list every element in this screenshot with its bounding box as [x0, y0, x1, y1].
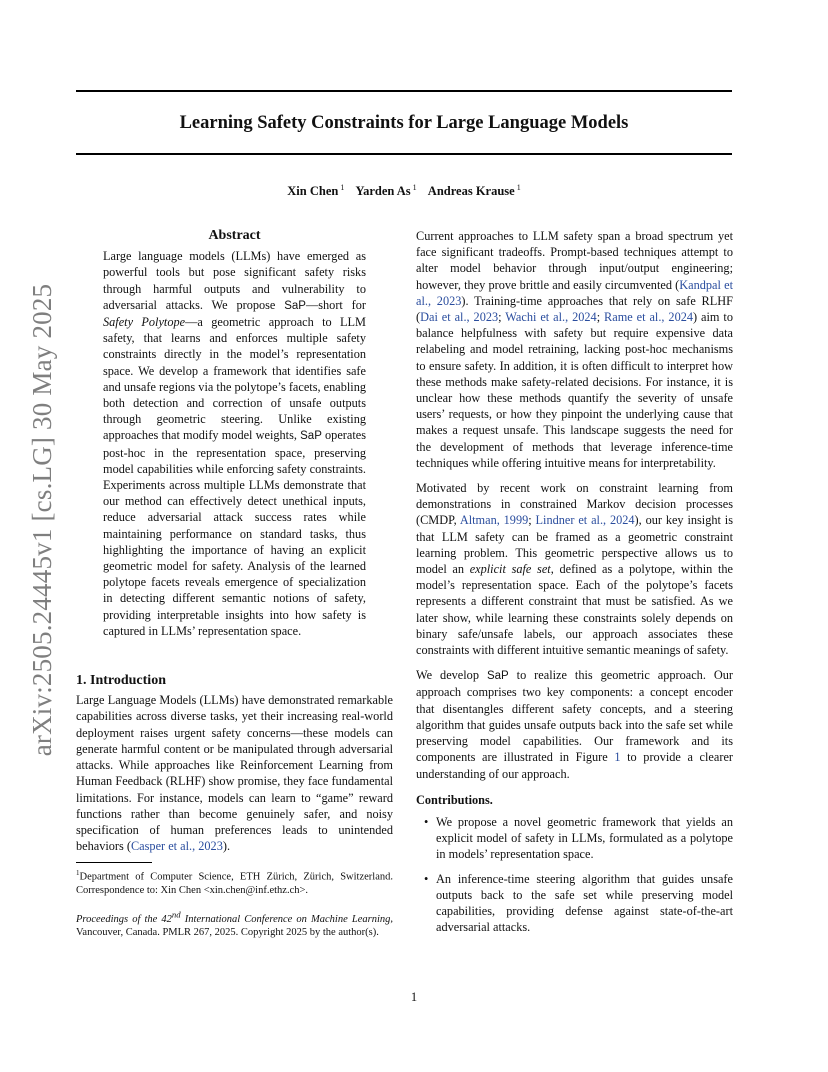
proceedings-note: Proceedings of the 42nd International Conference on Machine Learning, Vancouver, Canada. PMLR 267, 2025. Copyright 2025 by the author(s). [76, 909, 393, 939]
citation-link[interactable]: Lindner et al., 2024 [535, 513, 635, 528]
arxiv-stamp: arXiv:2505.24445v1 [cs.LG] 30 May 2025 [27, 283, 57, 757]
author: Andreas Krause $^1$ [427, 183, 521, 199]
footnote-rule [76, 862, 152, 863]
body-paragraph: We develop SaP to realize this geometric approach. Our approach comprises two key components: a concept encoder that disentangles different safety concepts, and a steering algorithm that guides unsafe outputs back into the safe set while preserving model capabilities. Our framework and its components are illustrated in Figure 1 to provide a clearer understanding of our approach. [416, 668, 733, 781]
contributions-heading: Contributions. [416, 792, 493, 807]
contributions-list [416, 814, 733, 935]
bullet-icon: • [424, 814, 429, 829]
citation-link[interactable]: Rame et al., 2024 [604, 310, 694, 325]
citation-link[interactable]: Dai et al., 2023 [420, 310, 499, 325]
abstract-text: Large language models (LLMs) have emerged as powerful tools but pose significant safety risks through harmful outputs and vulnerability to adversarial attacks. We propose SaP—short for Safety Polytope—a geometric approach to LLM safety, that learns and enforces multiple safety constraints directly in the model’s representation space. We develop a framework that identifies safe and unsafe regions via the polytope’s facets, enabling both detection and correction of unsafe outputs through geometric steering. Unlike existing approaches that modify model weights, SaP operates post-hoc in the representation space, preserving model capabilities while enforcing safety constraints. Experiments across multiple LLMs demonstrate that our method can effectively detect unethical inputs, reduce adversarial attack success rates while maintaining performance on standard tasks, thus highlighting the importance of having an explicit geometric model for safety. Analysis of the learned polytope facets reveals emergence of specialization in detecting different semantic notions of safety, providing interpretable insights into how safety is captured in LLMs’ representation space. [103, 249, 367, 638]
list-item: • We propose a novel geometric framework that yields an explicit model of safety in LLMs, formulated as a polytope in models’ representation space. [424, 814, 733, 862]
citation-link[interactable]: Kandpal et al., 2023 [416, 277, 733, 308]
figure-reference-link[interactable]: 1 [614, 750, 621, 765]
paper-title: Learning Safety Constraints for Large Language Models [179, 113, 629, 133]
citation-link[interactable]: Casper et al., 2023 [130, 839, 223, 854]
section-heading-introduction: 1. Introduction [76, 673, 166, 689]
body-paragraph: Current approaches to LLM safety span a broad spectrum yet face significant tradeoffs. Prompt-based techniques attempt to alter model behavior through input/output engineering; however, they prove brittle and easily circumvented (Kandpal et al., 2023). Training-time approaches that rely on safe RLHF (Dai et al., 2023; Wachi et al., 2024; Rame et al., 2024) aim to balance helpfulness with safety but require expensive data relabeling and model retraining, lacking post-hoc mechanisms to ensure safety. In addition, it is often difficult to interpret how these methods make safety-related decisions. For instance, it is unclear how these methods quantify the severity of unsafe users’ requests, or how they pinpoint the underlying cause that makes a request unsafe. This landscape suggests the need for the development of methods that leverage inference-time techniques while offering intuitive means for interpretability. [416, 229, 733, 470]
author: Yarden As $^1$ [355, 183, 417, 199]
bullet-icon: • [424, 871, 429, 886]
abstract-heading: Abstract [208, 228, 261, 243]
intro-paragraph: Large Language Models (LLMs) have demonstrated remarkable capabilities across diverse tasks, yet their increasing real-world deployment raises urgent safety concerns—these models can generate harmful content or be manipulated through adversarial attacks. While approaches like Reinforcement Learning from Human Feedback (RLHF) show promise, they face fundamental limitations. For instance, models can learn to “game” reward functions rather than become genuinely safer, and noisy specification of human preferences leads to unintended behaviors (Casper et al., 2023). [76, 693, 393, 854]
author: Xin Chen $^1$ [287, 183, 345, 199]
citation-link[interactable]: Altman, 1999 [459, 513, 529, 528]
title-bottom-rule [76, 153, 732, 155]
left-column [76, 228, 393, 940]
title-top-rule [76, 90, 732, 92]
list-item: • An inference-time steering algorithm that guides unsafe outputs back to the safe set while preserving model capabilities, providing defense against state-of-the-art adversarial attacks. [424, 871, 733, 935]
body-paragraph: Motivated by recent work on constraint learning from demonstrations in constrained Markov decision processes (CMDP, Altman, 1999; Lindner et al., 2024), our key insight is that LLM safety can be framed as a geometric constraint learning problem. This geometric perspective allows us to model an explicit safe set, defined as a polytope, within the model’s representation space. Each of the polytope’s facets represents a different constraint that must be satisfied. As we later show, while learning these constraints solely depends on binary safe/unsafe labels, our approach associates these constraints with different intuitive semantic meanings of safety. [416, 481, 733, 658]
affiliation-footnote: $^1$Department of Computer Science, ETH Zürich, Zürich, Switzerland. Correspondence to: Xin Chen <xin.chen@inf.ethz.ch>. [76, 869, 393, 897]
citation-link[interactable]: Wachi et al., 2024 [505, 310, 597, 325]
right-column [416, 228, 733, 943]
author-list [76, 183, 732, 199]
page-number: 1 [410, 990, 418, 1004]
